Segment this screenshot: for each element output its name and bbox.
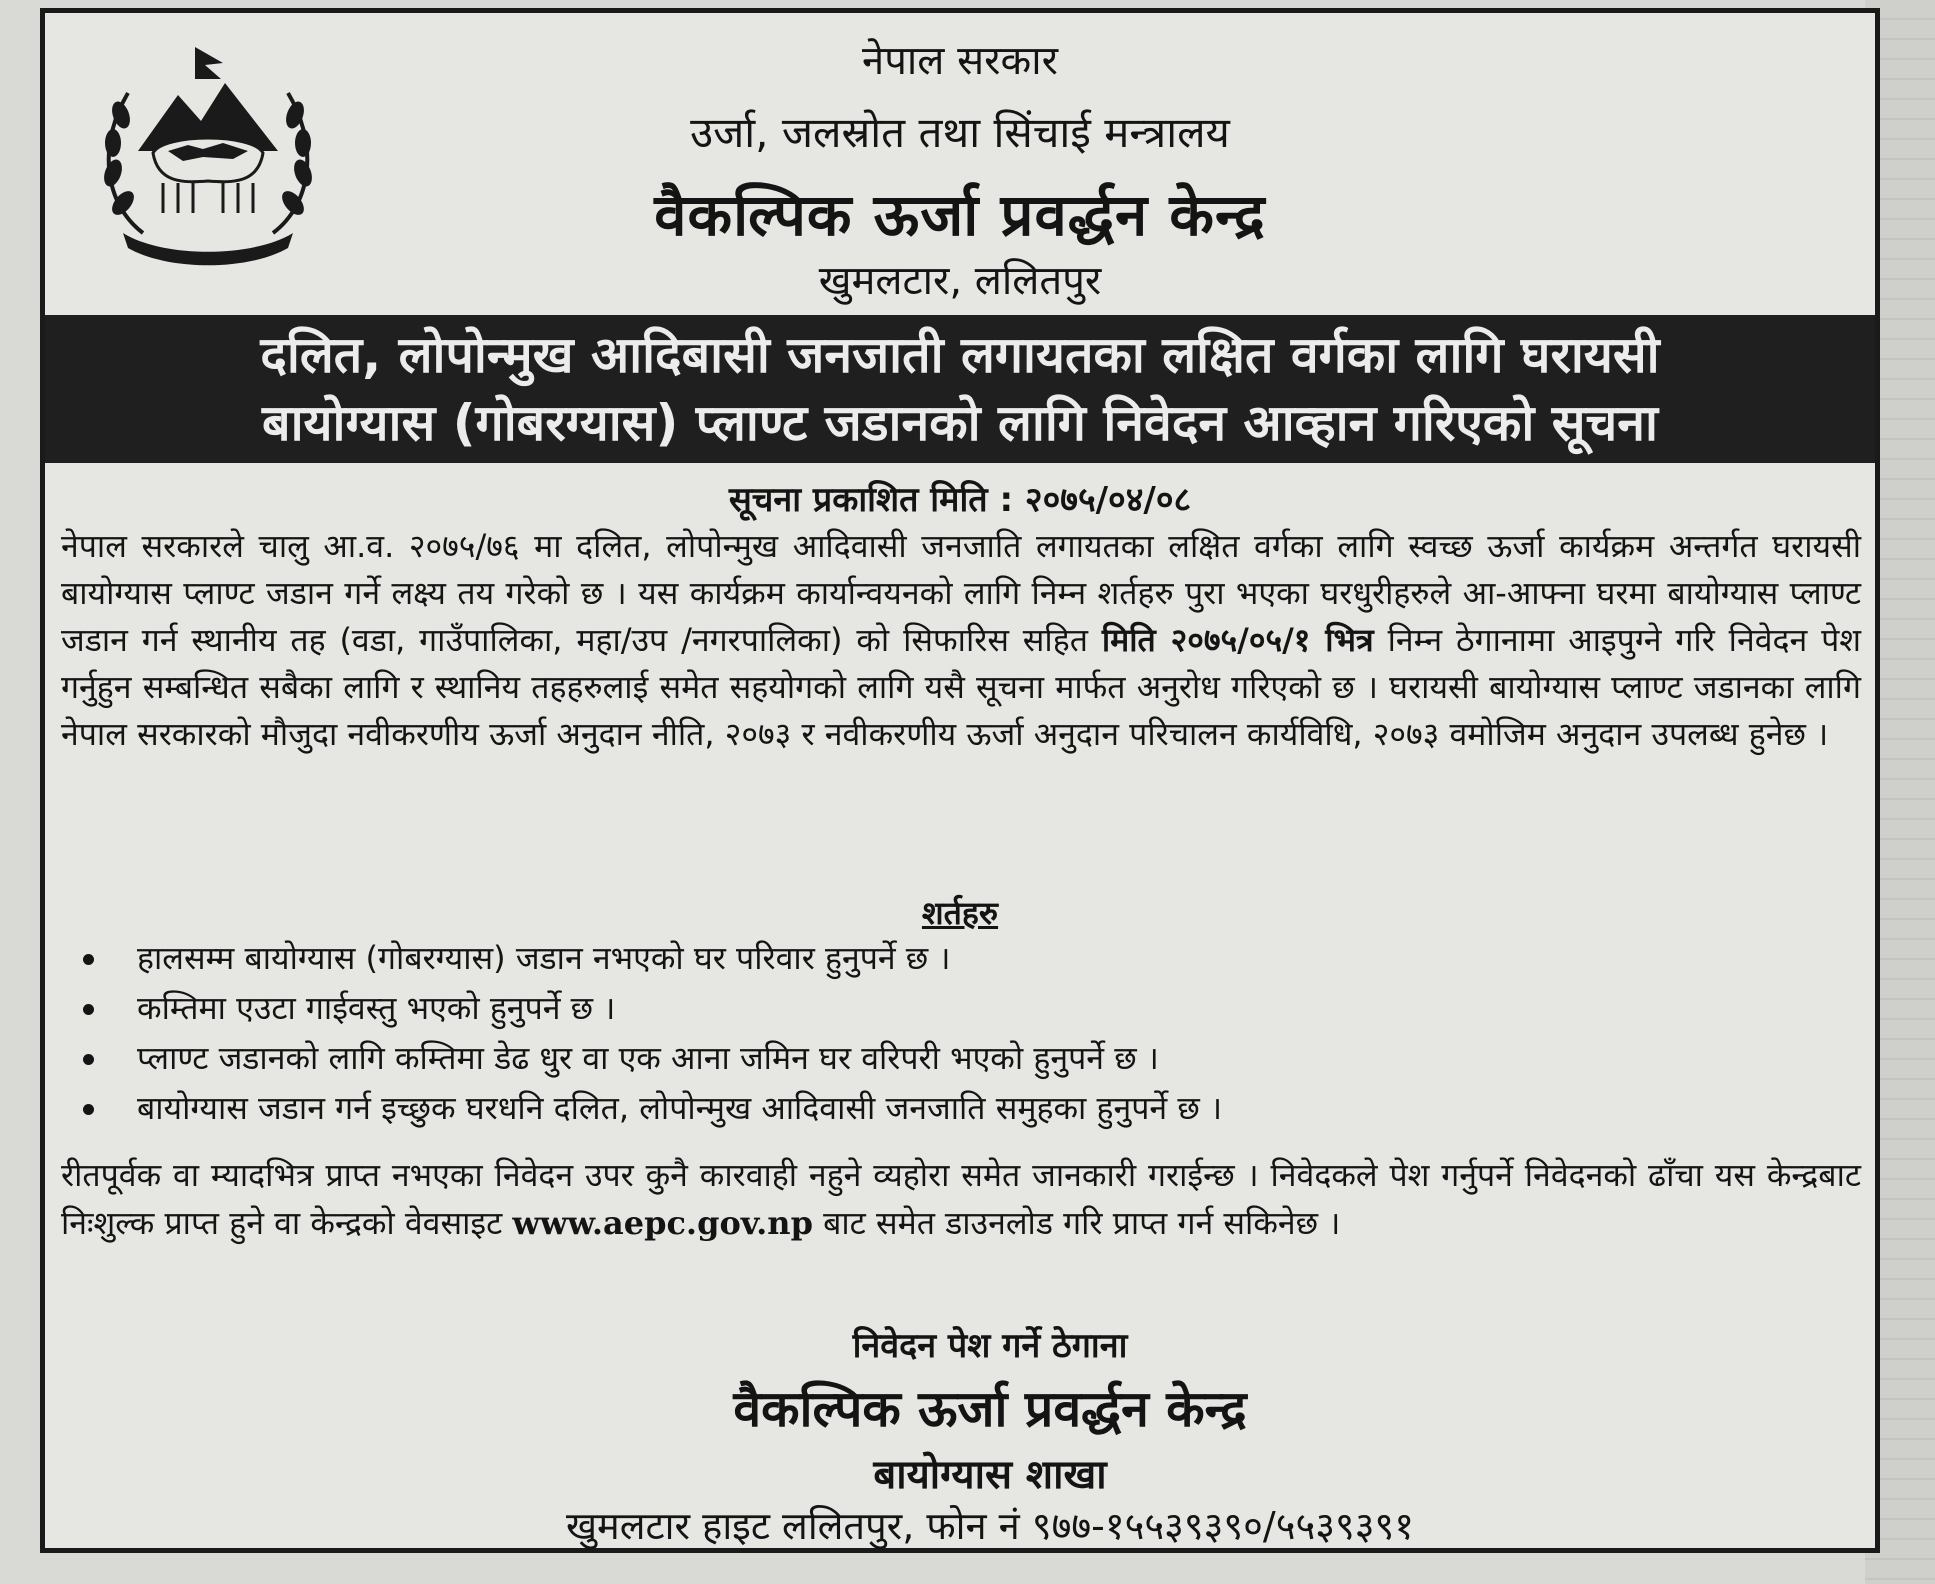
conditions-heading: शर्तहरु [921,894,999,932]
government-name: नेपाल सरकार [862,38,1058,84]
closing-part-1: रीतपूर्वक वा म्यादभित्र प्राप्त नभएका निवेदन उपर कुनै कारवाही नहुने व्यहोरा समेत जानकारी गराईन्छ । निवेदकले पेश गर्नुपर्ने निवेदनको ढाँचा यस केन्द्रबाट निःशुल्क प्राप्त हुने वा केन्द्रको वेवसाइट [61,1156,1861,1242]
notice-title-line-1: दलित, लोपोन्मुख आदिबासी जनजाती लगायतका लक्षित वर्गका लागि घरायसी [260,326,1660,384]
conditions-list [75,933,1835,1133]
closing-part-2: बाट समेत डाउनलोड गरि प्राप्त गर्न सकिनेछ । [823,1204,1341,1242]
public-notice [40,8,1880,1553]
publication-date: सूचना प्रकाशित मिति : २०७५/०४/०८ [728,480,1192,520]
organization-address: खुमलटार, ललितपुर [818,258,1102,304]
notice-body-part-2: निम्न ठेगानामा आइपुग्ने गरि निवेदन पेश गर्नुहुन सम्बन्धित सबैका लागि र स्थानिय तहहरुलाई समेत सहयोगको लागि यसै सूचना मार्फत अनुरोध गरिएको छ । घरायसी बायोग्यास प्लाण्ट जडानका लागि नेपाल सरकारको मौजुदा नवीकरणीय ऊर्जा अनुदान नीति, २०७३ र नवीकरणीय ऊर्जा अनुदान परिचालन कार्यविधि, २०७३ वमोजिम अनुदान उपलब्ध हुनेछ । [61,621,1862,753]
footer-address-phone: खुमलटार हाइट ललितपुर, फोन नं ९७७-१५५३९३९०/५५३९३९१ [565,1504,1415,1548]
submission-address-heading: निवेदन पेश गर्ने ठेगाना [852,1326,1128,1366]
closing-paragraph [61,1151,1861,1247]
ministry-name: उर्जा, जलस्रोत तथा सिंचाई मन्त्रालय [690,108,1230,157]
footer-section: बायोग्यास शाखा [873,1452,1107,1498]
notice-body [61,523,1861,758]
notice-body-part-1: नेपाल सरकारले चालु आ.व. २०७५/७६ मा दलित, लोपोन्मुख आदिवासी जनजाति लगायतका लक्षित वर्गका लागि स्वच्छ ऊर्जा कार्यक्रम अन्तर्गत घरायसी बायोग्यास प्लाण्ट जडान गर्ने लक्ष्य तय गरेको छ । यस कार्यक्रम कार्यान्वयनको लागि निम्न शर्तहरु पुरा भएका घरधुरीहरुले आ-आफ्ना घरमा बायोग्यास प्लाण्ट जडान गर्न स्थानीय तह (वडा, गाउँपालिका, महा/उप /नगरपालिका) को सिफारिस सहित [61,527,1861,659]
application-deadline: मिति २०७५/०५/१ भित्र [1101,621,1374,659]
notice-title-line-2: बायोग्यास (गोबरग्यास) प्लाण्ट जडानको लागि निवेदन आव्हान गरिएको सूचना [262,394,1658,452]
condition-item: कम्तिमा एउटा गाईवस्तु भएको हुनुपर्ने छ । [75,983,1835,1033]
condition-item: बायोग्यास जडान गर्न इच्छुक घरधनि दलित, लोपोन्मुख आदिवासी जनजाति समुहका हुनुपर्ने छ । [75,1083,1835,1133]
website-link[interactable]: www.aepc.gov.np [512,1204,813,1242]
footer-organization: वैकल्पिक ऊर्जा प्रवर्द्धन केन्द्र [733,1380,1247,1438]
condition-item: हालसम्म बायोग्यास (गोबरग्यास) जडान नभएको घर परिवार हुनुपर्ने छ । [75,933,1835,983]
organization-name: वैकल्पिक ऊर्जा प्रवर्द्धन केन्द्र [654,181,1266,249]
notice-title-banner [45,315,1875,463]
condition-item: प्लाण्ट जडानको लागि कम्तिमा डेढ धुर वा एक आना जमिन घर वरिपरी भएको हुनुपर्ने छ । [75,1033,1835,1083]
